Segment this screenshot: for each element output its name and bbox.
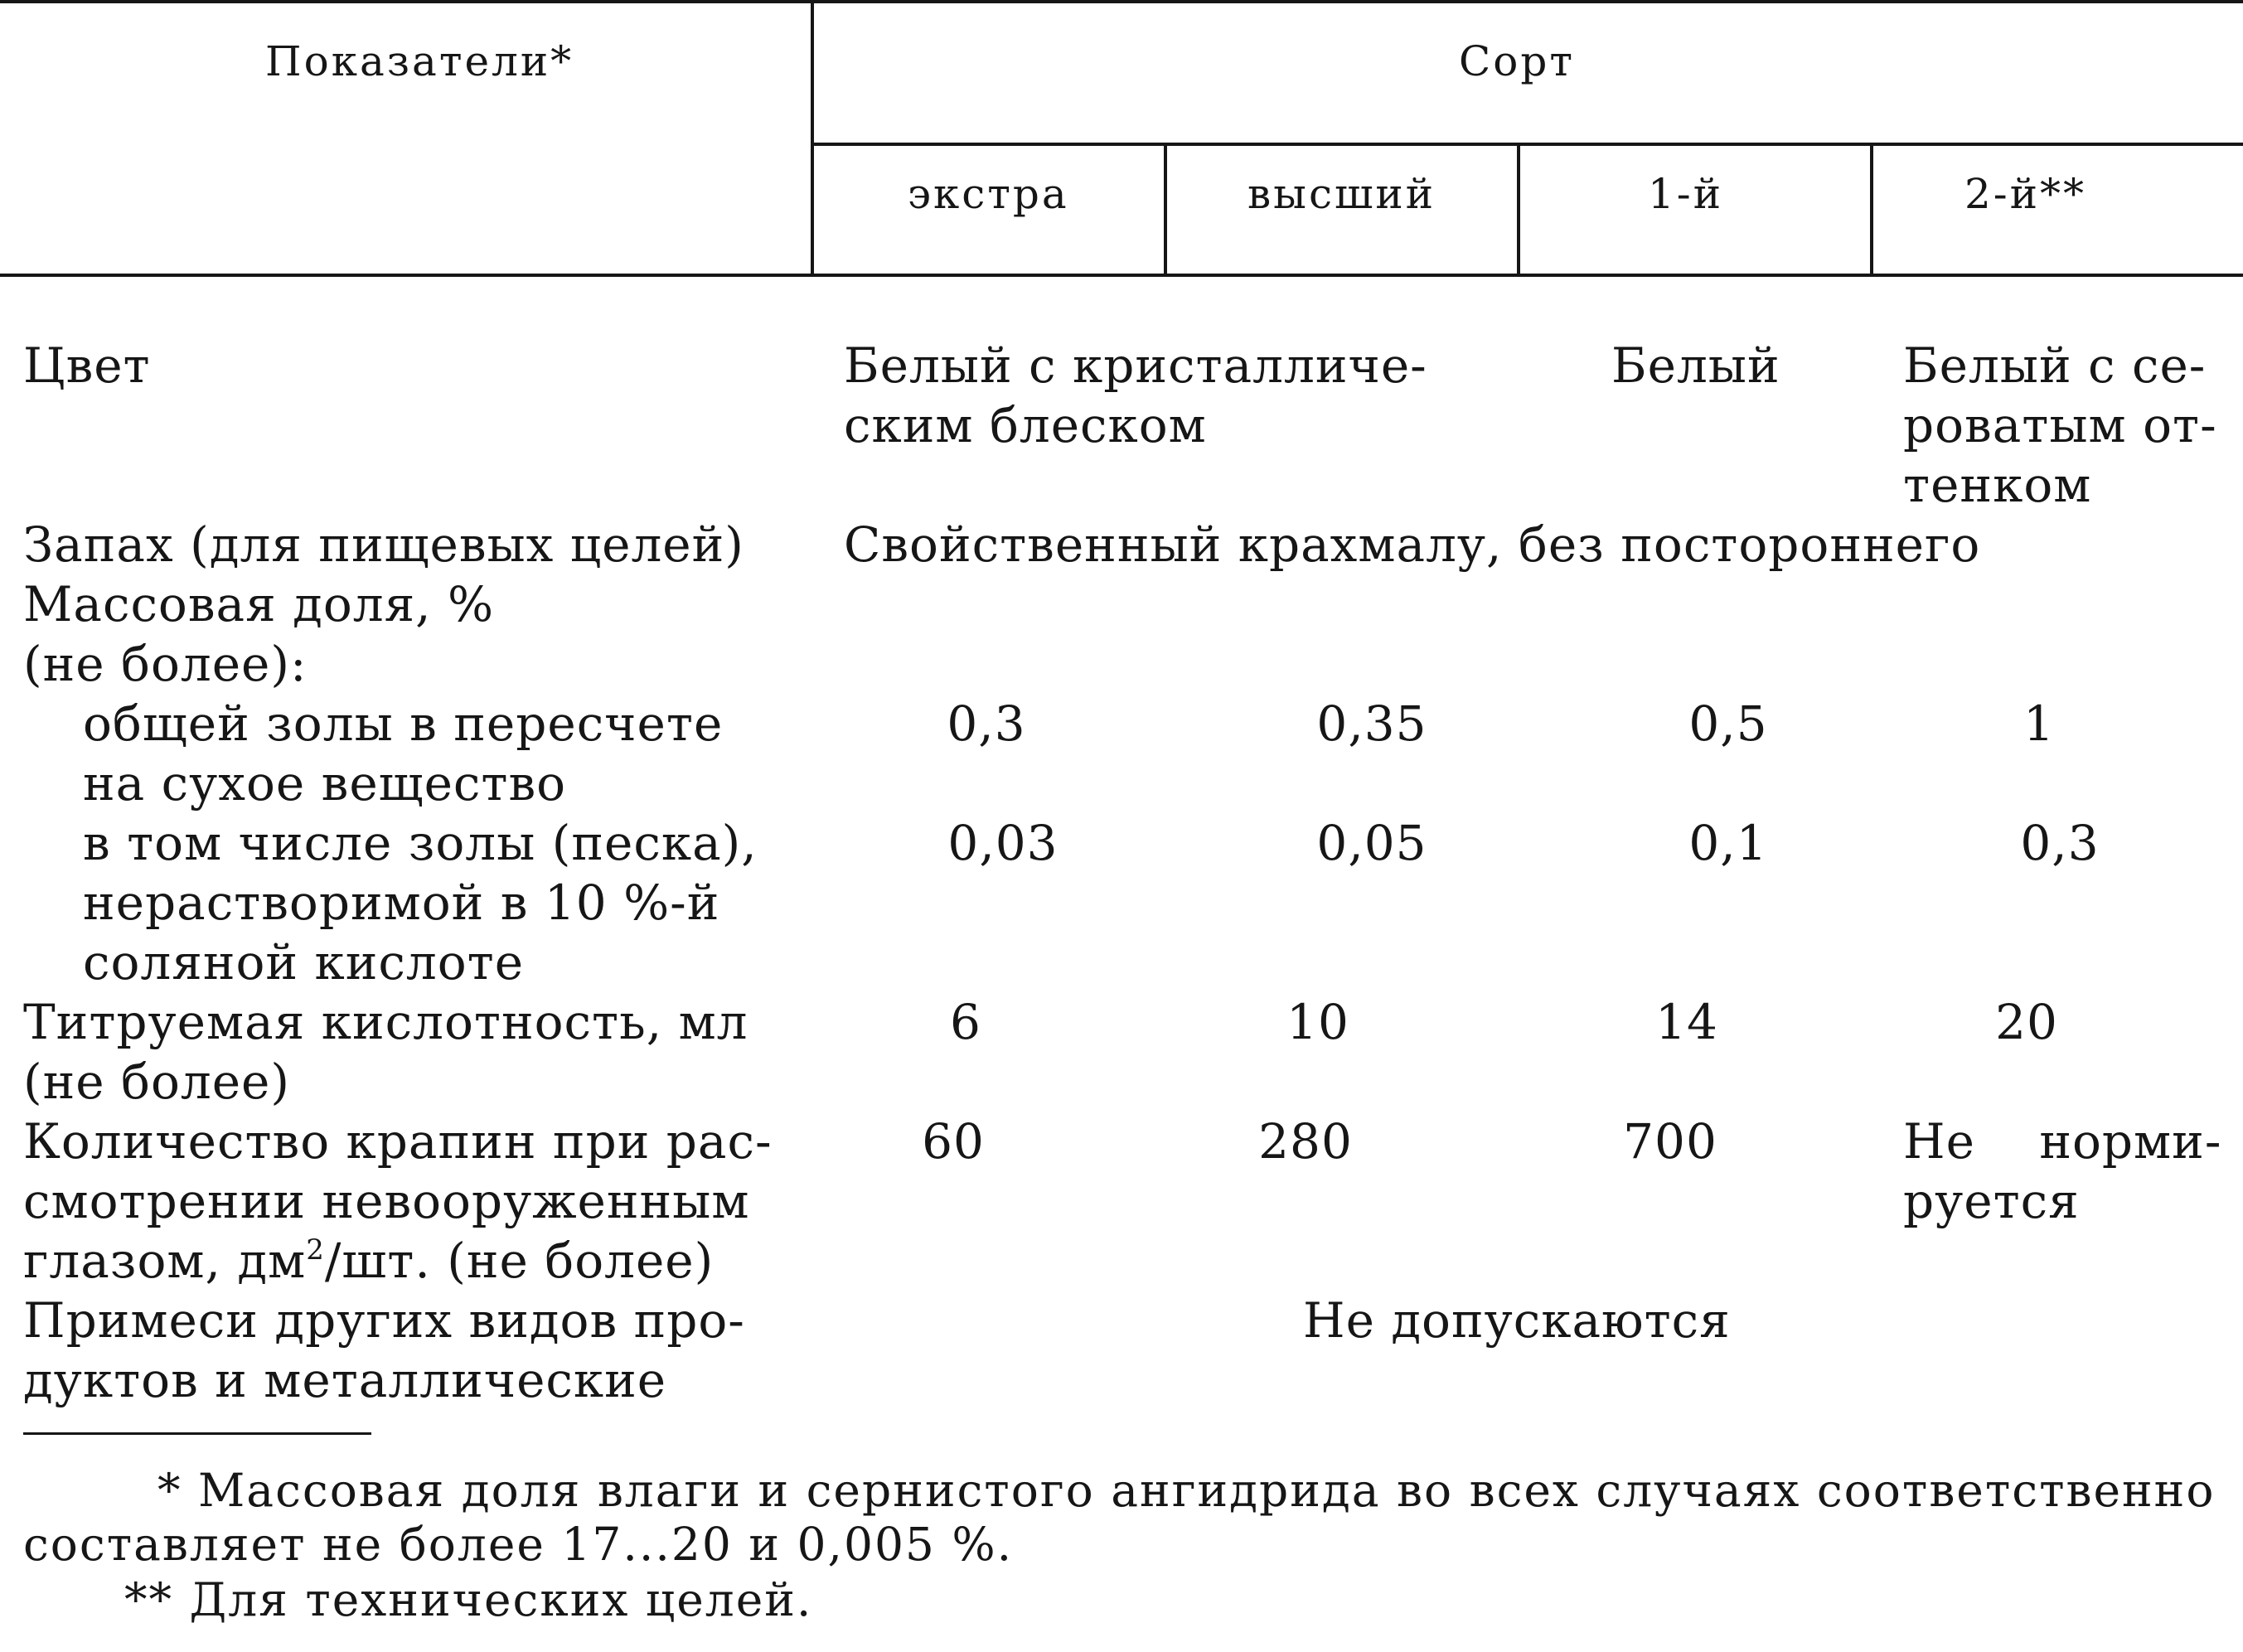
row-acidity-highest: 10: [1286, 994, 1349, 1050]
row-smell-value: Свойственный крахмалу, без постороннего: [844, 516, 1981, 573]
row-specks-highest: 280: [1258, 1113, 1353, 1170]
row-color-label: Цвет: [23, 337, 151, 394]
header-bottom-rule: [0, 274, 2243, 277]
row-color-extra-high-1: Белый с кристалличе-: [844, 337, 1427, 394]
row-sand-highest: 0,05: [1316, 815, 1427, 871]
row-color-extra-high-2: ским блеском: [844, 397, 1207, 453]
row-specks-label-2: смотрении невооруженным: [23, 1173, 750, 1229]
row-sand-first: 0,1: [1688, 815, 1768, 871]
row-specks-label-3: [23, 1231, 714, 1291]
row-impurities-label-2: дуктов и металлические: [23, 1352, 667, 1408]
row-ash-first: 0,5: [1688, 695, 1768, 752]
row-acidity-second: 20: [1995, 994, 2058, 1050]
row-color-second-3: тенком: [1903, 457, 2092, 513]
footnote-1-line-1: * Массовая доля влаги и сернистого ангидрида во всех случаях соответственно: [157, 1464, 2216, 1517]
row-impurities-label-1: Примеси других видов про-: [23, 1292, 745, 1349]
row-ash-second: 1: [2023, 695, 2055, 752]
footnote-1-line-2: составляет не более 17...20 и 0,005 %.: [23, 1518, 1014, 1571]
grade-subheader-rule: [812, 143, 2243, 146]
row-acidity-label-1: Титруемая кислотность, мл: [23, 994, 748, 1050]
row-specks-label-3-post: /шт. (не более): [324, 1233, 715, 1289]
row-specks-first: 700: [1623, 1113, 1717, 1170]
footnote-2: ** Для технических целей.: [124, 1573, 813, 1626]
row-ash-label-1: общей золы в пересчете: [83, 695, 724, 752]
row-smell-label: Запах (для пищевых целей): [23, 516, 744, 573]
header-grade-second: 2-й**: [1964, 170, 2087, 218]
row-specks-label-3-pre: глазом, дм: [23, 1233, 307, 1289]
row-sand-extra: 0,03: [947, 815, 1059, 871]
row-acidity-first: 14: [1655, 994, 1718, 1050]
row-color-second-1: Белый с се-: [1903, 337, 2207, 394]
header-divider-3: [1870, 143, 1873, 277]
row-specks-second-1: Не норми-: [1903, 1113, 2222, 1170]
header-divider-2: [1517, 143, 1520, 277]
row-acidity-label-2: (не более): [23, 1054, 291, 1110]
row-specks-label-1: Количество крапин при рас-: [23, 1113, 773, 1170]
row-ash-extra: 0,3: [947, 695, 1026, 752]
row-sand-label-3: соляной кислоте: [83, 934, 525, 991]
row-sand-label-2: нерастворимой в 10 %-й: [83, 874, 720, 931]
table-top-rule: [0, 0, 2243, 3]
header-divider-1: [1164, 143, 1167, 277]
header-grade-first: 1-й: [1648, 170, 1724, 218]
row-acidity-extra: 6: [950, 994, 981, 1050]
header-divider-main: [811, 0, 814, 277]
row-ash-label-2: на сухое вещество: [83, 755, 567, 811]
header-grade-extra: экстра: [908, 170, 1069, 218]
row-color-second-2: роватым от-: [1903, 397, 2217, 453]
row-mass-fraction-label-2: (не более):: [23, 636, 308, 692]
row-specks-second-2: руется: [1903, 1173, 2080, 1229]
header-grade-highest: высший: [1247, 170, 1436, 218]
row-sand-second: 0,3: [2020, 815, 2100, 871]
row-ash-highest: 0,35: [1316, 695, 1427, 752]
footnote-rule: [23, 1432, 371, 1435]
row-color-first: Белый: [1611, 337, 1780, 394]
row-sand-label-1: в том числе золы (песка),: [83, 815, 758, 871]
row-specks-label-3-sup: 2: [306, 1233, 325, 1267]
row-specks-extra: 60: [922, 1113, 985, 1170]
row-mass-fraction-label: Массовая доля, %: [23, 576, 495, 632]
row-impurities-value: Не допускаются: [1303, 1292, 1731, 1349]
header-indicators: Показатели*: [265, 37, 574, 85]
header-grade: Сорт: [1459, 37, 1576, 85]
